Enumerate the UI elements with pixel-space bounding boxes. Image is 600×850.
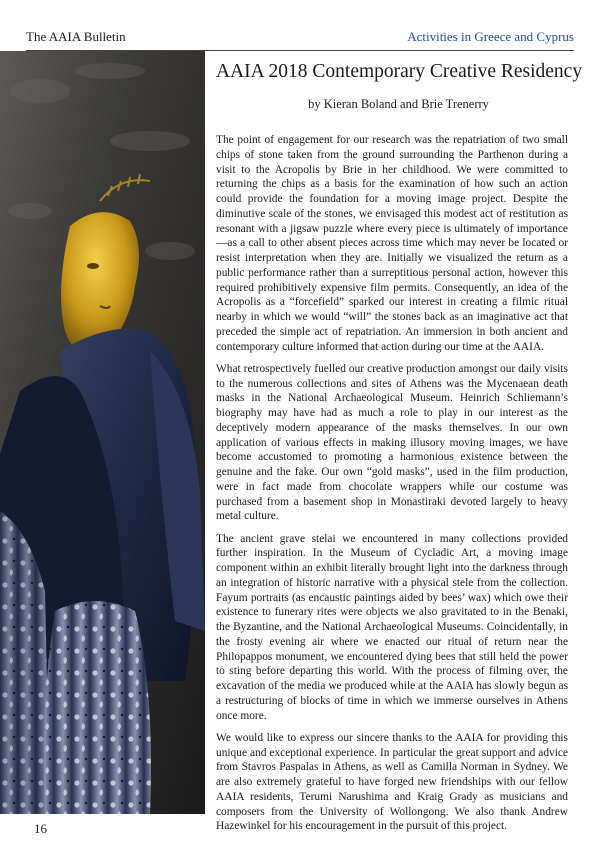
page-number: 16 [34,821,47,836]
article-byline: by Kieran Boland and Brie Trenerry [308,97,489,111]
section-name: Activities in Greece and Cyprus [407,29,574,44]
article-body [216,133,568,842]
article-title: AAIA 2018 Contemporary Creative Residency [216,61,583,82]
gold-mask-figure-photo [0,51,205,814]
body-paragraph: The ancient grave stelai we encountered in many collections provided further inspiration. In the Museum of Cycladic Art, a moving image component within an exhibit literally brought light into the darkness through an integration of historic narrative with a physical stele from the collection. Fayum portraits (as encaustic paintings aided by bees’ wax) which owe their existence to funerary rites were objects we also gravitated to in the Benaki, the Byzantine, and the National Archaeological Museums. Coincidentally, in the frosty evening air where we enacted our ritual of return near the Philopappos monument, we encountered dying bees that still held the power to sting before departing this world. With the process of filming over, the excavation of the media we produced while at the AAIA has slowly begun as a restructuring of blocks of time in which we immerse ourselves in Athens once more. [216,532,568,722]
running-header [26,29,574,47]
body-paragraph: We would like to express our sincere thanks to the AAIA for providing this unique and exceptional experience. In particular the great support and advice from Stavros Paspalas in Athens, as well as Camilla Norman in Sydney. We are also extremely grateful to have forged new friendships with our fellow AAIA residents, Terumi Narushima and Kraig Grady as musicians and composers from the University of Wollongong. We also thank Andrew Hazewinkel for his encouragement in the pursuit of this project. [216,731,568,833]
body-paragraph: The point of engagement for our research was the repatriation of two small chips of stone taken from the ground surrounding the Parthenon during a visit to the Acropolis by Brie in her childhood. We were committed to returning the chips as a basis for the examination of how such an action could provide the foundation for a moving image project. Despite the diminutive scale of the stones, we envisaged this modest act of restitution as resonant with a jigsaw puzzle where every piece is ultimately of importance—as a call to other absent pieces across time which may never be located or resist interpretation when they are. Initially we visualized the return as a public performance rather than a surreptitious personal action, however this required prohibitively expensive film permits. Consequently, an idea of the Acropolis as a “forcefield” sparked our interest in creating a filmic ritual nearby in which we would “will” the stones back as an imaginative act that preceded the simple act of repatriation. An immersion in both ancient and contemporary culture informed that action during our time at the AAIA. [216,134,568,353]
publication-name: The AAIA Bulletin [26,29,126,44]
body-paragraph: What retrospectively fuelled our creative production amongst our daily visits to the numerous collections and sites of Athens was the Mycenaean death masks in the National Archaeological Museum. Heinrich Schliemann’s biography may have had as much a role to play in our interest as the deceptively modern appearance of the masks themselves. In our own application of various effects in making illusory moving images, we have become accustomed to promoting a harmonious existence between the genuine and the fake. Our own “gold masks”, used in the film production, were in fact made from chocolate wrappers while our costume was purchased from a basement shop in Monastiraki devoted largely to heavy metal culture. [216,362,568,523]
